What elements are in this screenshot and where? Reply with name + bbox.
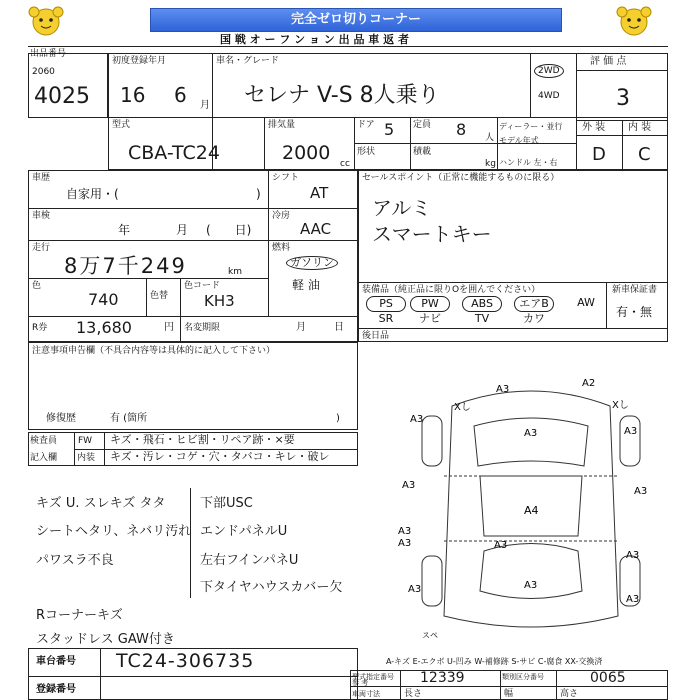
lot-number: 4025 — [34, 84, 90, 109]
damage-spare: スペ — [422, 631, 438, 640]
name-change-day: 日 — [334, 322, 344, 333]
inspection-label: 車検 — [32, 211, 51, 221]
color-label: 色 — [32, 281, 42, 291]
equipment-item: AW — [577, 296, 595, 309]
usage-close: ) — [256, 187, 261, 201]
damage-a3-left-rear-1: A3 — [398, 526, 412, 537]
mileage-value: 8万7千249 — [64, 254, 187, 278]
repair-history-label: 修復歴 — [46, 413, 76, 424]
equipment-label: 装備品（純正品に限りOを囲んでください） — [362, 285, 541, 295]
spec-class-value: 0065 — [590, 670, 626, 686]
damage-a3-hood: A3 — [524, 428, 538, 439]
note-bottom-1: Rコーナーキズ — [36, 608, 123, 623]
color-value: 740 — [88, 290, 119, 309]
color-code-value: KH3 — [204, 292, 235, 310]
drive-2wd: 2WD — [534, 64, 564, 78]
spec-width-label: 幅 — [504, 689, 514, 699]
mascot-icon — [612, 4, 656, 40]
damage-a2: A2 — [582, 378, 596, 389]
equipment-item: TV — [474, 312, 490, 325]
score-ext-value: D — [592, 144, 606, 165]
repair-history-value: 有 (箇所 — [110, 413, 148, 424]
capacity-value: 8 — [456, 120, 467, 139]
r-ticket-value: 13,680 — [76, 318, 132, 337]
doors-label: ドア — [357, 120, 375, 130]
score-int-label: 内 装 — [628, 122, 652, 133]
chassis-value: TC24-306735 — [116, 650, 255, 672]
score-ext-label: 外 装 — [582, 122, 606, 133]
equipment-item: ナビ — [419, 312, 441, 325]
shift-value: AT — [310, 184, 329, 202]
name-change-month: 月 — [296, 322, 306, 333]
damage-a3-right-rear: A3 — [626, 550, 640, 561]
registration-month-unit: 月 — [200, 100, 210, 111]
selling-point-1: アルミ — [372, 196, 432, 220]
equipment-item: PW — [410, 296, 450, 312]
header-partial-title: 国 戦 オ ー フ ン ョ ン 出 品 車 返 者 — [220, 33, 409, 46]
model-label: 型式 — [112, 120, 131, 130]
registration-month: 6 — [174, 83, 187, 107]
capacity-label: 定員 — [413, 120, 432, 130]
damage-a4-roof: A4 — [524, 504, 539, 517]
damage-a3-left-rear-2: A3 — [398, 538, 412, 549]
damage-a3-left-tail: A3 — [408, 584, 422, 595]
loading-label: 積載 — [413, 147, 432, 157]
spec-class-label: 類別区分番号 — [502, 673, 544, 681]
equipment-item: PS — [366, 296, 406, 312]
doors-value: 5 — [384, 120, 395, 139]
inspector-fw-items: キズ・飛石・ヒビ割・リペア跡・×要 — [110, 433, 295, 446]
score-int-value: C — [638, 144, 651, 165]
note-right-1: 下部USC — [200, 496, 253, 511]
dealer-label: ディーラー・並行 — [499, 122, 563, 131]
handle-label: ハンドル 左・右 — [499, 158, 558, 167]
loading-unit: kg — [485, 159, 496, 169]
shift-label: シフト — [272, 173, 300, 183]
damage-a3-right-mid: A3 — [634, 486, 648, 497]
registration-year: 16 — [120, 83, 146, 107]
chassis-label: 車台番号 — [36, 656, 76, 667]
spec-model-label: 型式指定番号 — [352, 673, 394, 681]
note-right-4: 下タイヤハウスカバー欠 — [200, 580, 343, 595]
equipment-item: SR — [378, 312, 394, 325]
inspector-int-items: キズ・汚レ・コゲ・穴・タバコ・キレ・破レ — [110, 450, 330, 463]
score-label: 評 価 点 — [590, 56, 627, 67]
owner-notes-label: 後日品 — [362, 331, 390, 341]
usage-value: 自家用・( — [66, 187, 119, 201]
car-name-label: 車名・グレード — [216, 56, 280, 66]
drive-4wd: 4WD — [538, 91, 560, 101]
inspector-fw: FW — [78, 436, 93, 446]
usage-label: 車歴 — [32, 173, 51, 183]
mileage-unit: km — [228, 267, 242, 277]
equipment-item: カワ — [523, 312, 545, 325]
spec-length-label: 長さ — [404, 689, 423, 699]
inspector-label-2: 記入欄 — [30, 453, 58, 463]
reg-no-label: 登録番号 — [36, 684, 76, 695]
r-ticket-label: R券 — [32, 323, 48, 333]
inspector-interior: 内装 — [77, 453, 96, 463]
name-change-label: 名変期限 — [184, 323, 221, 333]
damage-a3-rear: A3 — [524, 580, 538, 591]
ac-value: AAC — [300, 220, 332, 238]
fuel-label: 燃料 — [272, 243, 291, 253]
note-bottom-2: スタッドレス GAW付き — [36, 632, 175, 647]
caution-label: 注意事項申告欄（不具合内容等は具体的に記入して下さい） — [32, 346, 276, 356]
capacity-unit: 人 — [485, 133, 495, 143]
fuel-gasoline: ガソリン — [286, 256, 338, 270]
displacement-label: 排気量 — [268, 120, 296, 130]
inspection-month-unit: 月 — [176, 223, 189, 237]
damage-a3-left-front: A3 — [410, 414, 424, 425]
damage-diagram — [392, 376, 670, 646]
warranty-label: 新車保証書 — [612, 285, 658, 295]
note-right-2: エンドパネルU — [200, 524, 288, 539]
note-left-2: シートヘタリ、ネバリ汚れ — [36, 524, 192, 539]
banner-title: 完全ゼロ切りコーナー — [150, 8, 562, 32]
fuel-diesel: 軽 油 — [292, 278, 320, 292]
lot-label: 出品番号 — [30, 49, 67, 59]
selling-point-2: スマートキー — [372, 222, 492, 246]
note-left-3: パワスラ不良 — [36, 553, 114, 568]
note-right-3: 左右フインパネU — [200, 553, 299, 568]
damage-xs-right: Xし — [612, 400, 629, 411]
displacement-value: 2000 — [282, 142, 331, 164]
r-ticket-unit: 円 — [164, 322, 174, 333]
damage-xs-left: Xし — [454, 402, 471, 413]
spec-model-value: 12339 — [420, 670, 465, 686]
note-left-1: キズ U. スレキズ タタ — [36, 496, 166, 511]
color-code-label: 色コード — [184, 281, 221, 291]
damage-a3-rear-door: A3 — [494, 540, 508, 551]
model-value: CBA-TC24 — [128, 142, 220, 164]
mileage-label: 走行 — [32, 243, 51, 253]
score-value: 3 — [616, 86, 630, 111]
mascot-icon — [24, 4, 68, 40]
selling-points-label: セールスポイント（正常に機能するものに限る） — [362, 173, 560, 183]
registration-label: 初度登録年月 — [112, 56, 167, 66]
spec-size-label: 車両寸法 — [352, 690, 380, 698]
inspection-year-unit: 年 — [118, 223, 131, 237]
lot-code: 2060 — [32, 67, 55, 77]
ac-label: 冷房 — [272, 211, 291, 221]
damage-a3-right-tail: A3 — [626, 594, 640, 605]
spec-height-label: 高さ — [560, 689, 579, 699]
shape-label: 形状 — [357, 147, 376, 157]
equipment-item: エアB — [514, 296, 554, 312]
inspector-label-1: 検査員 — [30, 436, 58, 446]
displacement-unit: cc — [340, 159, 350, 169]
damage-legend: A-キズ E-エクボ U-凹み W-補修跡 S-サビ C-腐食 XX-交換済 — [386, 657, 603, 666]
car-name: セレナ V-S 8人乗り — [244, 83, 440, 108]
repair-history-close: ) — [336, 413, 340, 424]
spec-ref-label: 参 考 — [352, 679, 369, 687]
equipment-item: ABS — [462, 296, 502, 312]
model-year-label: モデル年式 — [499, 136, 539, 145]
damage-a3-right-front: A3 — [624, 426, 638, 437]
damage-a3-front-left: A3 — [496, 384, 510, 395]
warranty-value: 有・無 — [616, 305, 653, 319]
inspection-day: ( 日) — [206, 223, 252, 237]
color-change-label: 色替 — [150, 291, 169, 301]
damage-a3-left-mid: A3 — [402, 480, 416, 491]
